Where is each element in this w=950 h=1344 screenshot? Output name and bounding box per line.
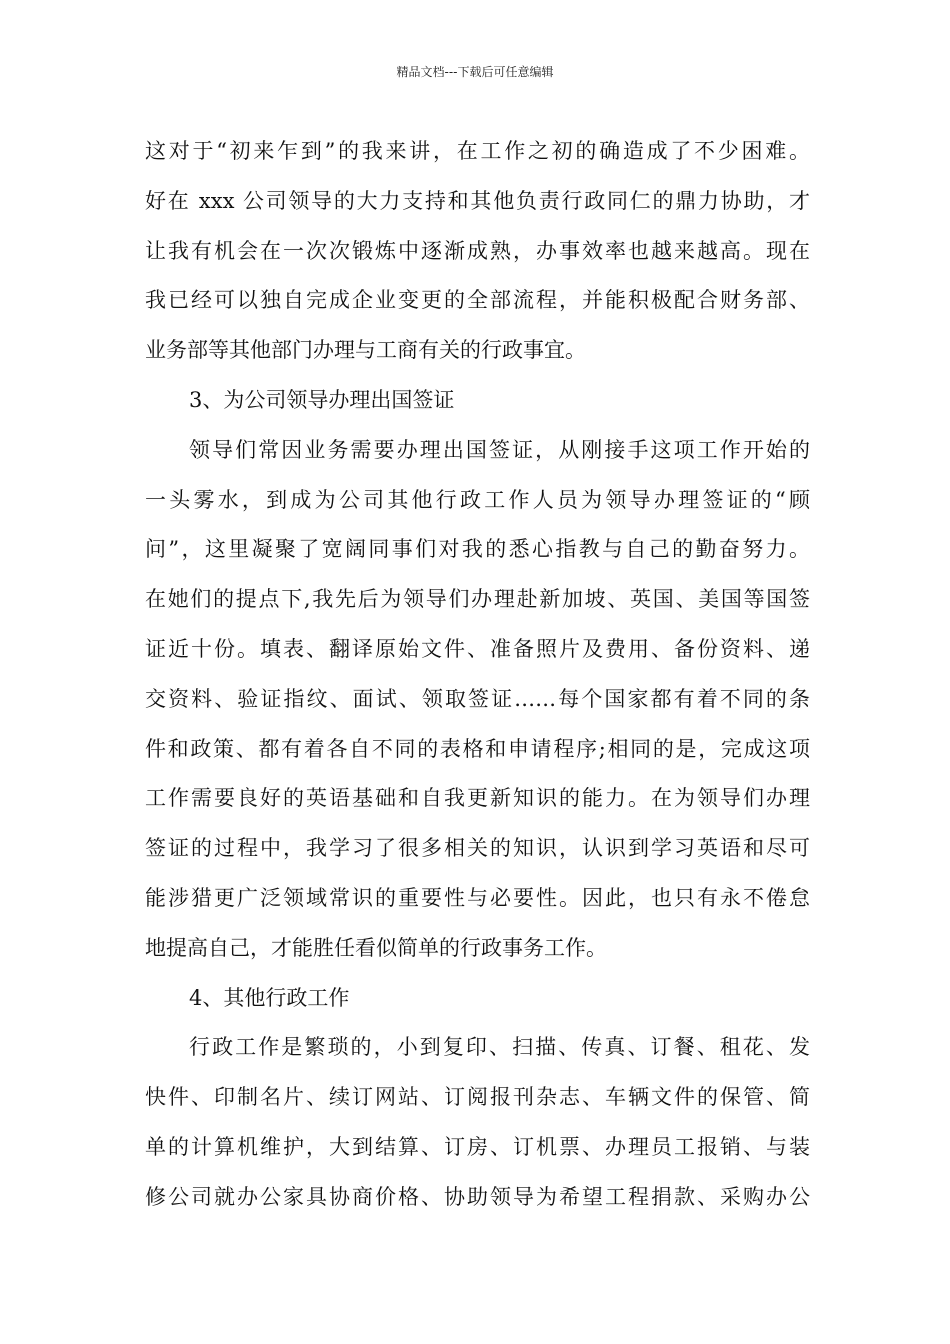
section-heading: 4、其他行政工作 <box>189 985 350 1010</box>
paragraph-line: 问”，这里凝聚了宽阔同事们对我的悉心指教与自己的勤奋努力。 <box>145 537 810 562</box>
paragraph-line: 地提高自己，才能胜任看似简单的行政事务工作。 <box>145 935 607 960</box>
paragraph-line: 单的计算机维护，大到结算、订房、订机票、办理员工报销、与装 <box>145 1134 810 1159</box>
paragraph-line: 让我有机会在一次次锻炼中逐渐成熟，办事效率也越来越高。现在 <box>145 238 810 263</box>
document-body <box>145 127 810 1223</box>
paragraph-line: 好在 xxx 公司领导的大力支持和其他负责行政同仁的鼎力协助，才 <box>145 188 810 213</box>
section-heading: 3、为公司领导办理出国签证 <box>189 387 455 412</box>
paragraph-line: 行政工作是繁琐的，小到复印、扫描、传真、订餐、租花、发 <box>189 1035 810 1060</box>
paragraph-line: 快件、印制名片、续订网站、订阅报刊杂志、车辆文件的保管、简 <box>145 1085 810 1110</box>
paragraph-line: 证近十份。填表、翻译原始文件、准备照片及费用、备份资料、递 <box>145 636 810 661</box>
paragraph-line: 能涉猎更广泛领域常识的重要性与必要性。因此，也只有永不倦怠 <box>145 885 810 910</box>
paragraph-line: 签证的过程中，我学习了很多相关的知识，认识到学习英语和尽可 <box>145 836 810 861</box>
paragraph-line: 一头雾水，到成为公司其他行政工作人员为领导办理签证的“顾 <box>145 487 810 512</box>
paragraph-line: 交资料、验证指纹、面试、领取签证……每个国家都有着不同的条 <box>145 686 810 711</box>
paragraph-line: 我已经可以独自完成企业变更的全部流程，并能积极配合财务部、 <box>145 288 810 313</box>
paragraph-line: 修公司就办公家具协商价格、协助领导为希望工程捐款、采购办公 <box>145 1184 810 1209</box>
paragraph-line: 件和政策、都有着各自不同的表格和申请程序;相同的是，完成这项 <box>145 736 810 761</box>
paragraph-line: 这对于“初来乍到”的我来讲，在工作之初的确造成了不少困难。 <box>145 139 810 163</box>
paragraph-line: 工作需要良好的英语基础和自我更新知识的能力。在为领导们办理 <box>145 786 810 811</box>
paragraph-line: 业务部等其他部门办理与工商有关的行政事宜。 <box>145 338 586 363</box>
paragraph-line: 在她们的提点下,我先后为领导们办理赴新加坡、英国、美国等国签 <box>145 587 810 612</box>
page-header: 精品文档---下载后可任意编辑 <box>396 65 554 79</box>
paragraph-line: 领导们常因业务需要办理出国签证，从刚接手这项工作开始的 <box>189 437 810 462</box>
